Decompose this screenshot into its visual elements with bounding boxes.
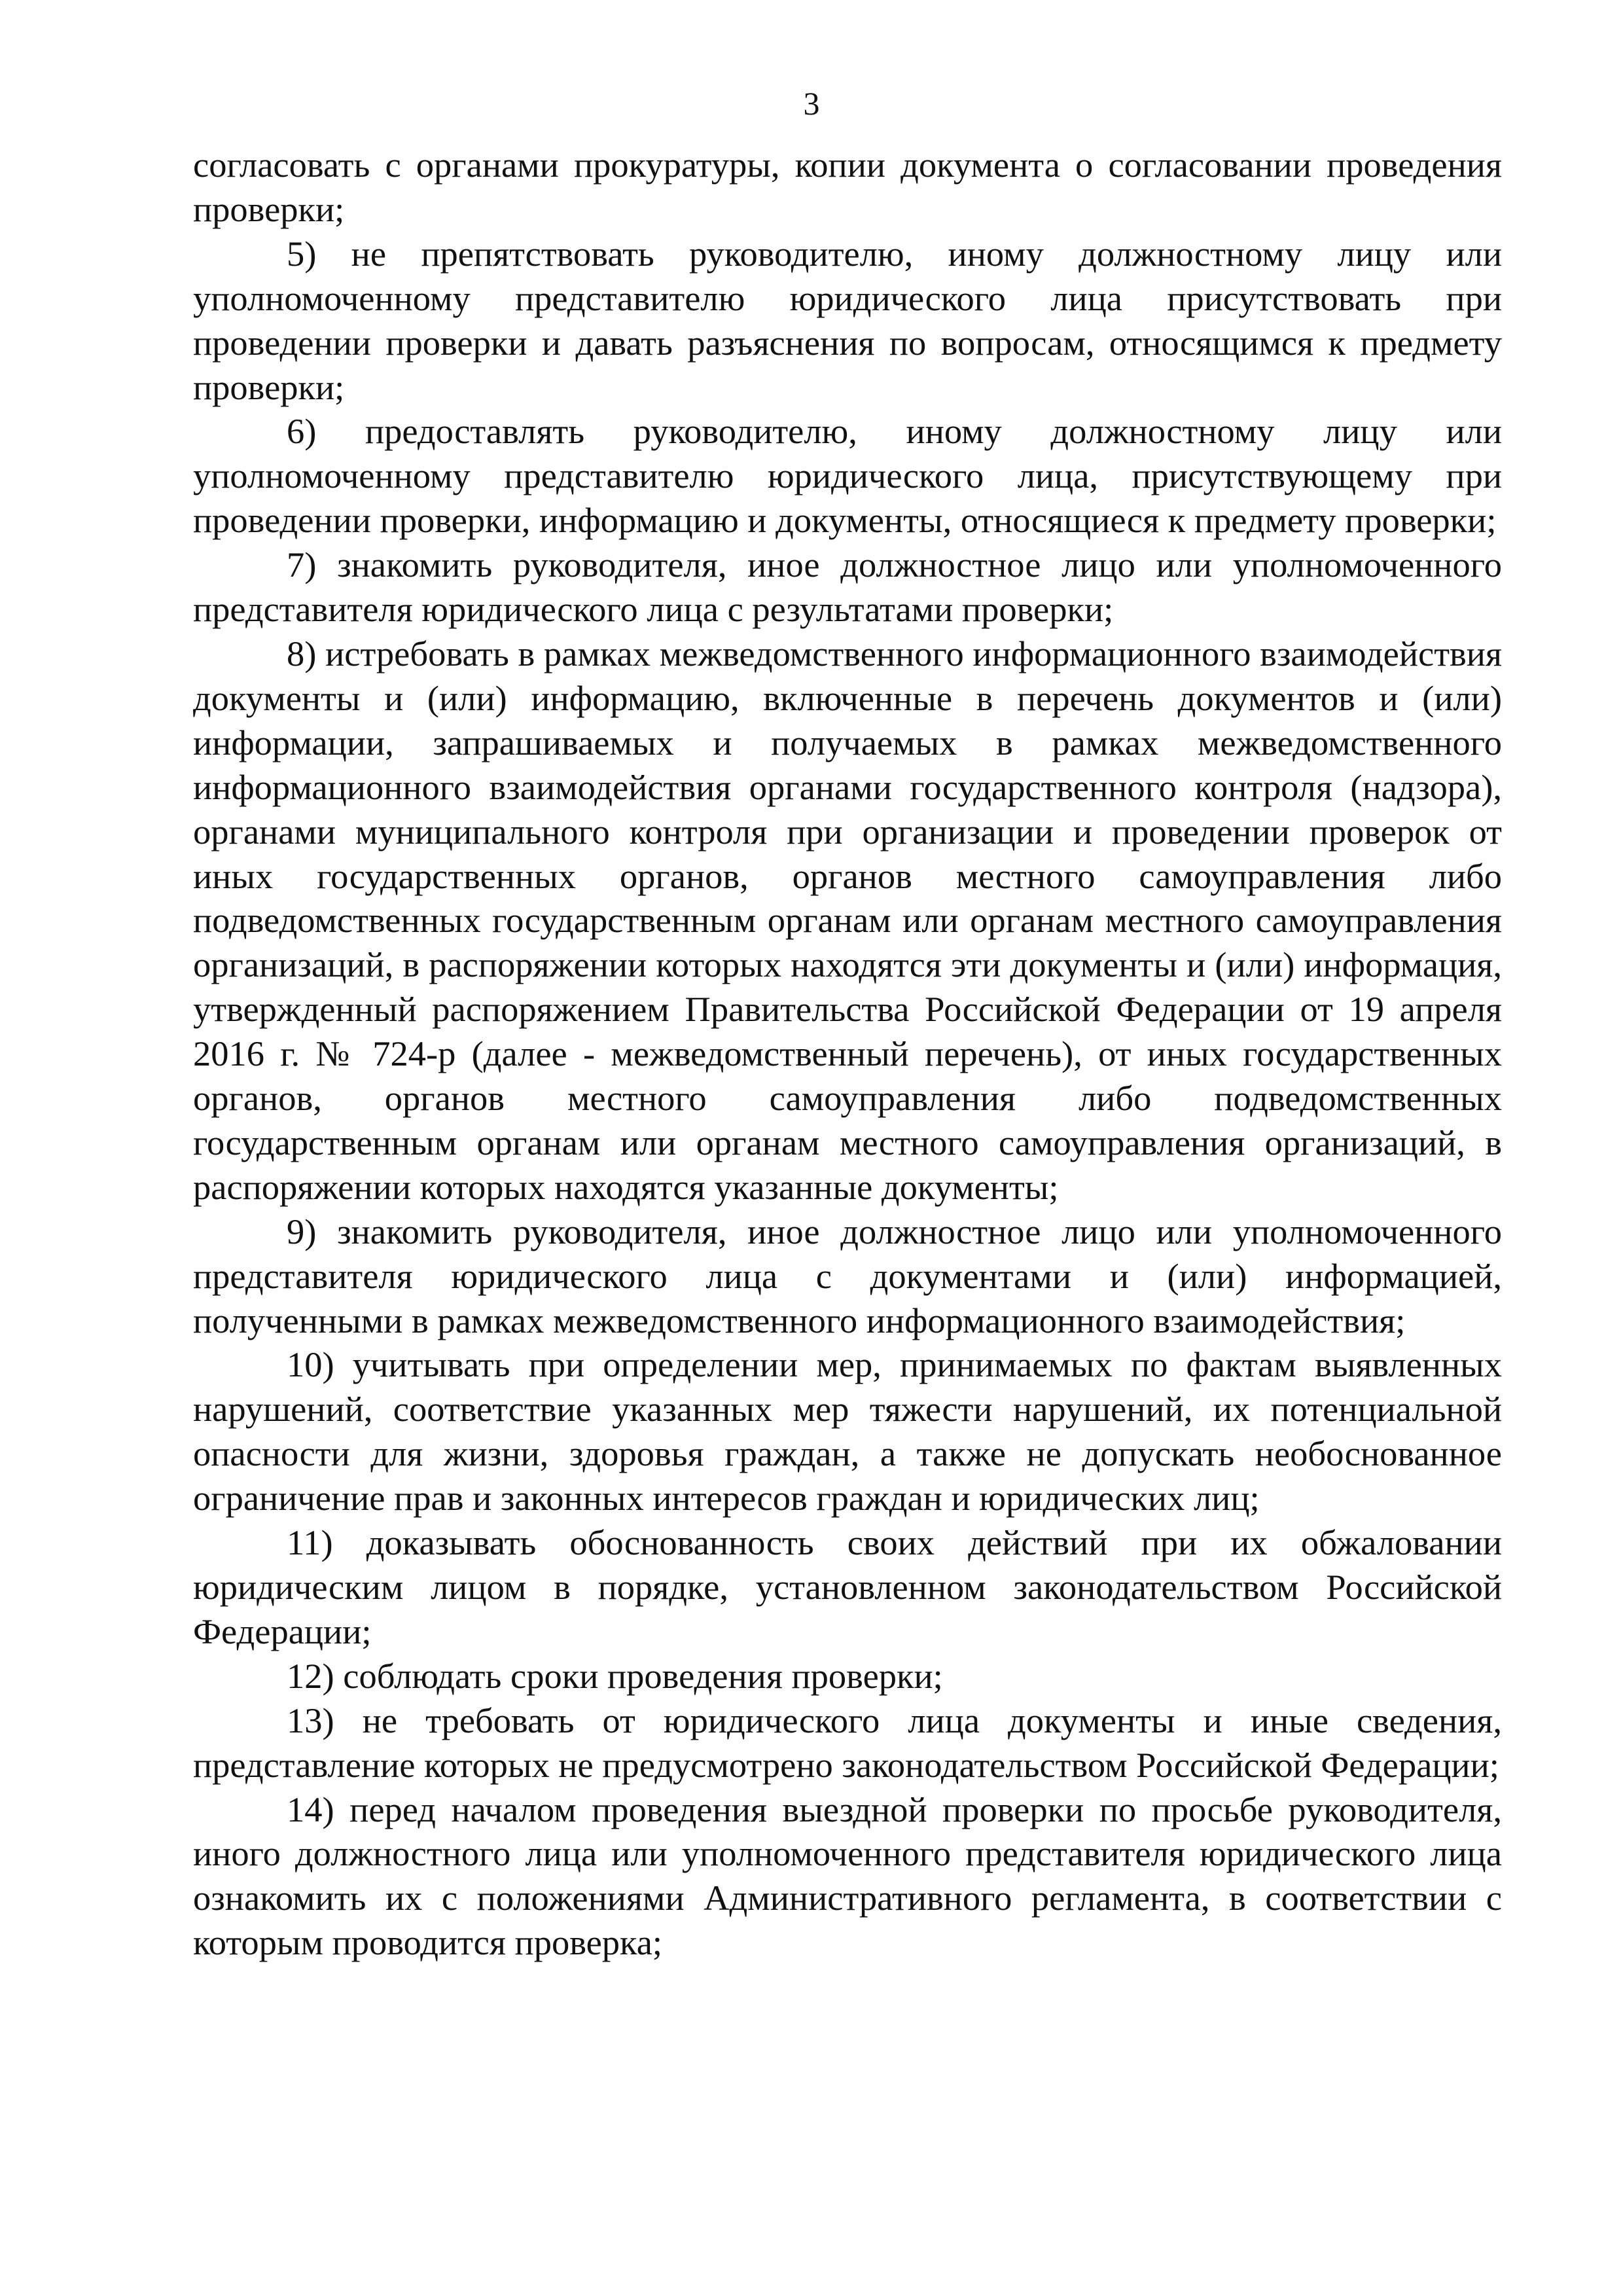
list-item-7: 7) знакомить руководителя, иное должностное лицо или уполномоченного представителя юридического лица с результатами проверки;: [193, 545, 1502, 630]
paragraph-continuation: согласовать с органами прокуратуры, копии документа о согласовании проведения проверки;: [193, 145, 1502, 229]
list-item-13: 13) не требовать от юридического лица документы и иные сведения, представление которых не предусмотрено законодательством Российской Федерации;: [193, 1700, 1502, 1785]
document-body: [193, 143, 1502, 1965]
list-item-6: 6) предоставлять руководителю, иному должностному лицу или уполномоченному представителю юридического лица, присутствующему при проведении проверки, информацию и документы, относящиеся к предмету проверки;: [193, 411, 1502, 541]
list-item-12: 12) соблюдать сроки проведения проверки;: [287, 1655, 943, 1696]
page-number: 3: [803, 85, 820, 122]
list-item-9: 9) знакомить руководителя, иное должностное лицо или уполномоченного представителя юридического лица с документами и (или) информацией, полученными в рамках межведомственного информационного взаимодействия;: [193, 1211, 1502, 1340]
list-item-10: 10) учитывать при определении мер, принимаемых по фактам выявленных нарушений, соответствие указанных мер тяжести нарушений, их потенциальной опасности для жизни, здоровья граждан, а также не допускать необоснованное ограничение прав и законных интересов граждан и юридических лиц;: [193, 1344, 1502, 1518]
list-item-8: 8) истребовать в рамках межведомственного информационного взаимодействия документы и (или) информацию, включенные в перечень документов и (или) информации, запрашиваемых и получаемых в рамках межведомственного информационного взаимодействия органами государственного контроля (надзора), органами муниципального контроля при организации и проведении проверок от иных государственных органов, органов местного самоуправления либо подведомственных государственным органам или органам местного самоуправления организаций, в распоряжении которых находятся эти документы и (или) информация, утвержденный распоряжением Правительства Российской Федерации от 19 апреля 2016 г. № 724-р (далее - межведомственный перечень), от иных государственных органов, органов местного самоуправления либо подведомственных государственным органам или органам местного самоуправления организаций, в распоряжении которых находятся указанные документы;: [193, 633, 1502, 1207]
list-item-11: 11) доказывать обоснованность своих действий при их обжаловании юридическим лицом в порядке, установленном законодательством Российской Федерации;: [193, 1522, 1502, 1651]
list-item-5: 5) не препятствовать руководителю, иному должностному лицу или уполномоченному представителю юридического лица присутствовать при проведении проверки и давать разъяснения по вопросам, относящимся к предмету проверки;: [193, 233, 1502, 407]
list-item-14: 14) перед началом проведения выездной проверки по просьбе руководителя, иного должностного лица или уполномоченного представителя юридического лица ознакомить их с положениями Административного регламента, в соответствии с которым проводится проверка;: [193, 1789, 1502, 1963]
